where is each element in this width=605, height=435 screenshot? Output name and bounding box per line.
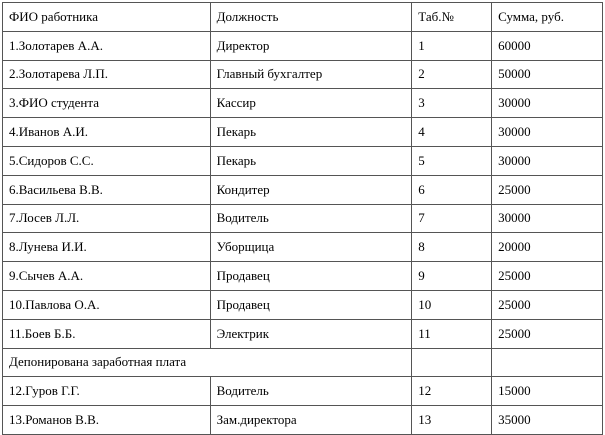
salary-sum: 50000 xyxy=(492,60,603,89)
table-row xyxy=(3,204,603,233)
tab-number: 12 xyxy=(412,377,492,406)
employee-name: 7.Лосев Л.Л. xyxy=(3,204,211,233)
header-sum: Сумма, руб. xyxy=(492,3,603,32)
employee-position: Электрик xyxy=(210,319,412,348)
tab-number: 8 xyxy=(412,233,492,262)
table-header-row xyxy=(3,3,603,32)
employee-name: 3.ФИО студента xyxy=(3,89,211,118)
employee-position: Кондитер xyxy=(210,175,412,204)
header-name: ФИО работника xyxy=(3,3,211,32)
table-row xyxy=(3,262,603,291)
empty-cell xyxy=(412,348,492,377)
salary-sum: 30000 xyxy=(492,146,603,175)
tab-number: 3 xyxy=(412,89,492,118)
deposited-row xyxy=(3,377,603,406)
employee-name: 11.Боев Б.Б. xyxy=(3,319,211,348)
tab-number: 2 xyxy=(412,60,492,89)
tab-number: 11 xyxy=(412,319,492,348)
employee-name: 10.Павлова О.А. xyxy=(3,290,211,319)
employee-name: 12.Гуров Г.Г. xyxy=(3,377,211,406)
section-label: Депонирована заработная плата xyxy=(3,348,412,377)
employee-name: 8.Лунева И.И. xyxy=(3,233,211,262)
salary-sum: 25000 xyxy=(492,175,603,204)
salary-sum: 20000 xyxy=(492,233,603,262)
employee-name: 5.Сидоров С.С. xyxy=(3,146,211,175)
table-row xyxy=(3,233,603,262)
employee-position: Уборщица xyxy=(210,233,412,262)
table-row xyxy=(3,146,603,175)
salary-sum: 25000 xyxy=(492,262,603,291)
employee-position: Водитель xyxy=(210,377,412,406)
salary-sum: 30000 xyxy=(492,89,603,118)
empty-cell xyxy=(492,348,603,377)
payroll-table xyxy=(2,2,603,435)
table-row xyxy=(3,89,603,118)
employee-name: 6.Васильева В.В. xyxy=(3,175,211,204)
tab-number: 5 xyxy=(412,146,492,175)
salary-sum: 30000 xyxy=(492,118,603,147)
tab-number: 10 xyxy=(412,290,492,319)
tab-number: 6 xyxy=(412,175,492,204)
employee-position: Главный бухгалтер xyxy=(210,60,412,89)
table-row xyxy=(3,118,603,147)
employee-name: 4.Иванов А.И. xyxy=(3,118,211,147)
header-tab-number: Таб.№ xyxy=(412,3,492,32)
tab-number: 1 xyxy=(412,31,492,60)
employee-name: 1.Золотарев А.А. xyxy=(3,31,211,60)
employee-name: 2.Золотарева Л.П. xyxy=(3,60,211,89)
section-row xyxy=(3,348,603,377)
table-row xyxy=(3,60,603,89)
employee-position: Продавец xyxy=(210,262,412,291)
employee-position: Водитель xyxy=(210,204,412,233)
payroll-table-body xyxy=(3,3,603,435)
table-row xyxy=(3,175,603,204)
tab-number: 7 xyxy=(412,204,492,233)
tab-number: 9 xyxy=(412,262,492,291)
deposited-row xyxy=(3,406,603,435)
employee-position: Кассир xyxy=(210,89,412,118)
salary-sum: 25000 xyxy=(492,290,603,319)
salary-sum: 30000 xyxy=(492,204,603,233)
employee-name: 13.Романов В.В. xyxy=(3,406,211,435)
tab-number: 4 xyxy=(412,118,492,147)
employee-position: Пекарь xyxy=(210,118,412,147)
employee-name: 9.Сычев А.А. xyxy=(3,262,211,291)
employee-position: Пекарь xyxy=(210,146,412,175)
employee-position: Директор xyxy=(210,31,412,60)
salary-sum: 15000 xyxy=(492,377,603,406)
salary-sum: 60000 xyxy=(492,31,603,60)
employee-position: Зам.директора xyxy=(210,406,412,435)
header-position: Должность xyxy=(210,3,412,32)
salary-sum: 35000 xyxy=(492,406,603,435)
salary-sum: 25000 xyxy=(492,319,603,348)
table-row xyxy=(3,31,603,60)
tab-number: 13 xyxy=(412,406,492,435)
table-row xyxy=(3,290,603,319)
table-row xyxy=(3,319,603,348)
employee-position: Продавец xyxy=(210,290,412,319)
